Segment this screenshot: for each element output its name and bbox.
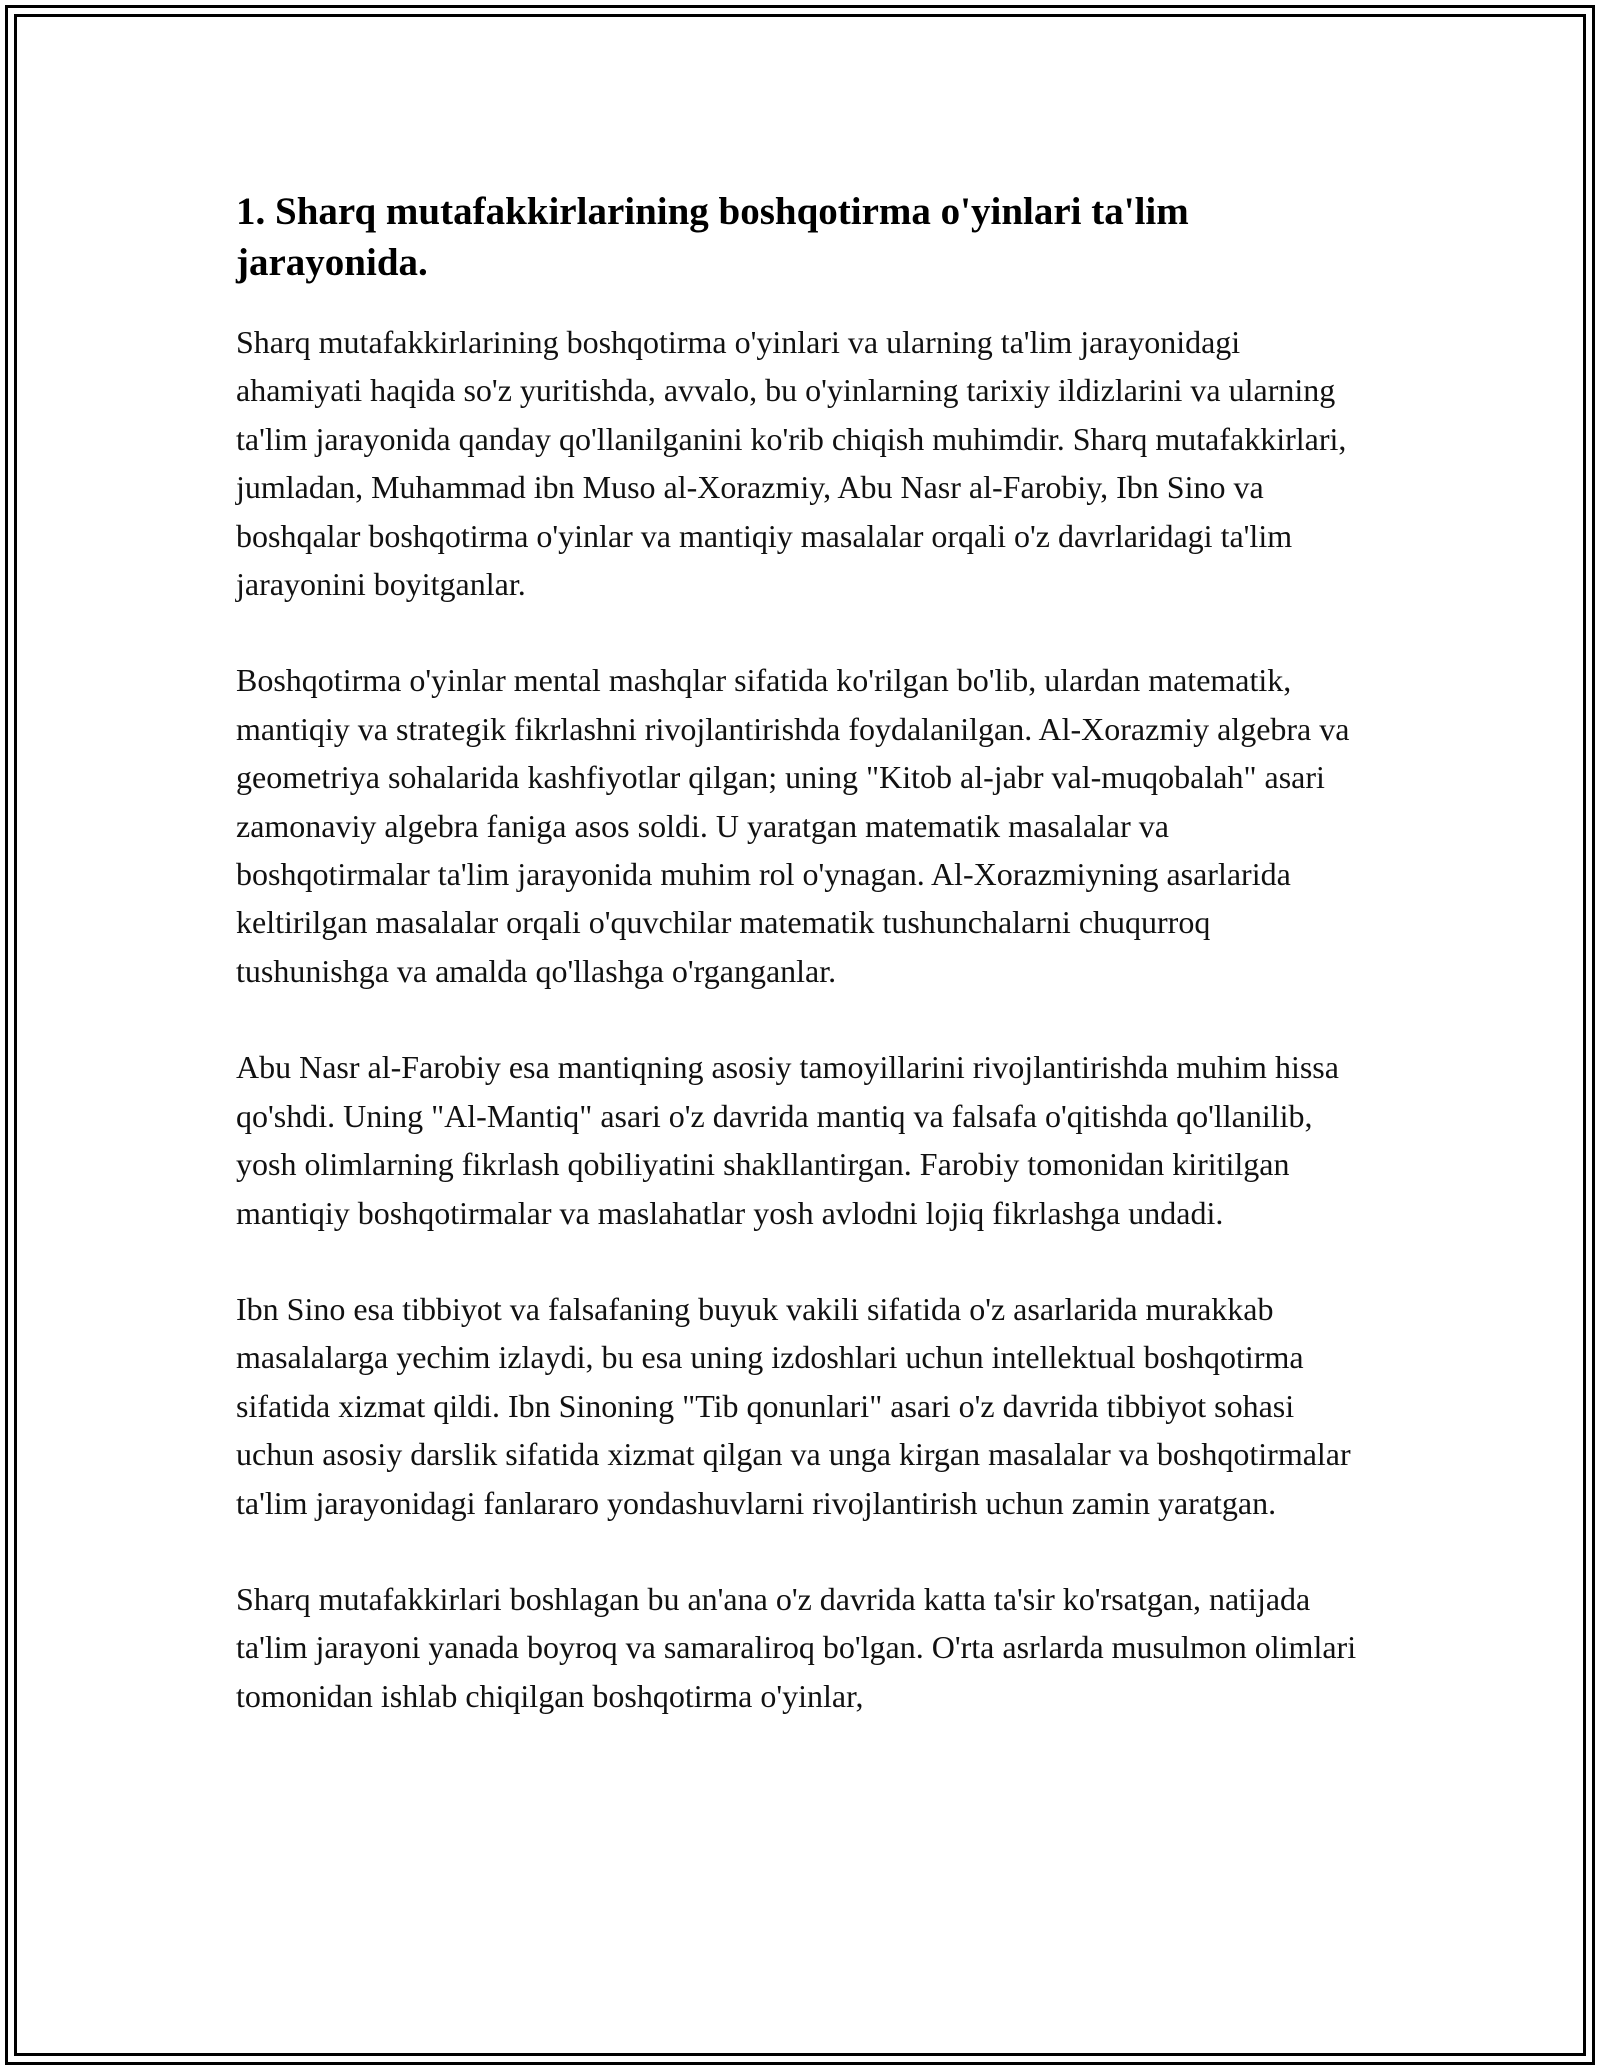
document-body (236, 186, 1366, 1768)
paragraph-al-farobiy: Abu Nasr al-Farobiy esa mantiqning asosiy tamoyillarini rivojlantirishda muhim hissa qo'shdi. Uning "Al-Mantiq" asari o'z davrida mantiq va falsafa o'qitishda qo'llanilib, yosh olimlarning fikrlash qobiliyatini shakllantirgan. Farobiy tomonidan kiritilgan mantiqiy boshqotirmalar va maslahatlar yosh avlodni lojiq fikrlashga undadi. (236, 1049, 1339, 1231)
paragraph-al-xorazmiy: Boshqotirma o'yinlar mental mashqlar sifatida ko'rilgan bo'lib, ulardan matematik, mantiqiy va strategik fikrlashni rivojlantirishda foydalanilgan. Al-Xorazmiy algebra va geometriya sohalarida kashfiyotlar qilgan; uning "Kitob al-jabr val-muqobalah" asari zamonaviy algebra faniga asos soldi. U yaratgan matematik masalalar va boshqotirmalar ta'lim jarayonida muhim rol o'ynagan. Al-Xorazmiyning asarlarida keltirilgan masalalar orqali o'quvchilar matematik tushunchalarni chuqurroq tushunishga va amalda qo'llashga o'rganganlar. (236, 662, 1350, 989)
paragraph-ibn-sino: Ibn Sino esa tibbiyot va falsafaning buyuk vakili sifatida o'z asarlarida murakkab masalalarga yechim izlaydi, bu esa uning izdoshlari uchun intellektual boshqotirma sifatida xizmat qildi. Ibn Sinoning "Tib qonunlari" asari o'z davrida tibbiyot sohasi uchun asosiy darslik sifatida xizmat qilgan va unga kirgan masalalar va boshqotirmalar ta'lim jarayonidagi fanlararo yondashuvlarni rivojlantirish uchun zamin yaratgan. (236, 1290, 1351, 1521)
paragraph-intro: Sharq mutafakkirlarining boshqotirma o'yinlari va ularning ta'lim jarayonidagi ahamiyati haqida so'z yuritishda, avvalo, bu o'yinlarning tarixiy ildizlarini va ularning ta'lim jarayonida qanday qo'llanilganini ko'rib chiqish muhimdir. Sharq mutafakkirlari, jumladan, Muhammad ibn Muso al-Xorazmiy, Abu Nasr al-Farobiy, Ibn Sino va boshqalar boshqotirma o'yinlar va mantiqiy masalalar orqali o'z davrlaridagi ta'lim jarayonini boyitganlar. (236, 324, 1347, 603)
section-heading: 1. Sharq mutafakkirlarining boshqotirma o'yinlari ta'lim jarayonida. (236, 190, 1189, 284)
paragraph-tradition: Sharq mutafakkirlari boshlagan bu an'ana o'z davrida katta ta'sir ko'rsatgan, natijada ta'lim jarayoni yanada boyroq va samaraliroq bo'lgan. O'rta asrlarda musulmon olimlari tomonidan ishlab chiqilgan boshqotirma o'yinlar, (236, 1580, 1357, 1714)
